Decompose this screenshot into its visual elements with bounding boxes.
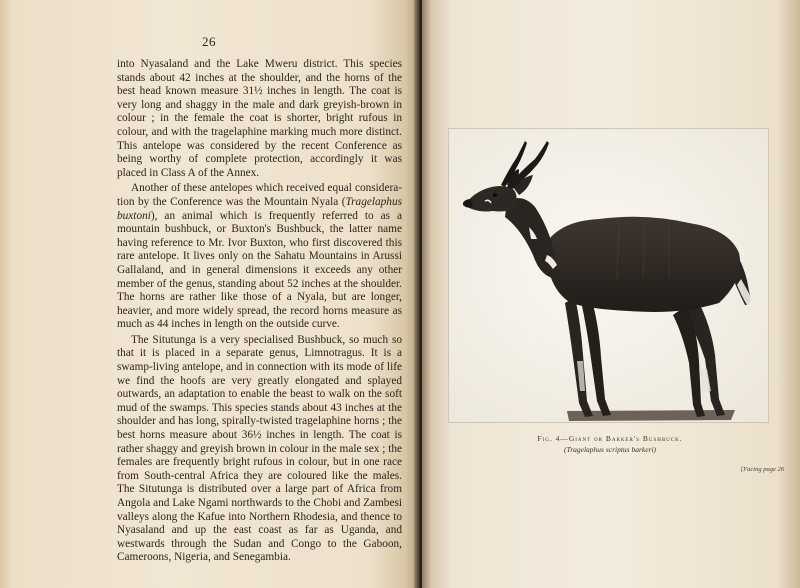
nyala-scientific-name: Tragelaphus buxtoni <box>117 195 402 222</box>
bushbuck-photograph <box>448 128 769 423</box>
figure-title: Fig. 4—Giant or Barker's Bushbuck. <box>537 434 683 443</box>
nyala-text-after: ), an animal which is frequently referred to as a mountain bushbuck, or Buxton's Bushbuck, the latter name having reference to Mr. Ivor Buxton, who first discovered this rare antelope. It lives only on the Sahatu Mountains in Arussi Gallaland, and in general dimensions it exceeds any other member of the genus, standing about 52 inches at the shoulder. The horns are rather like those of a Nyala, but are longer, heavier, and more widely spread, the record horns measure as much as 44 inches in length on the outside curve. <box>117 209 402 331</box>
nyala-text-before: Another of these antelopes which received equal considera-tion by the Conference was the Mountain Nyala ( <box>117 182 402 208</box>
paragraph-2 <box>117 182 402 332</box>
figure-caption <box>510 434 710 455</box>
paragraph-1: into Nyasaland and the Lake Mweru district. This species stands about 42 inches at the shoulder, and the horns of the best head known measure 31½ inches in length. The coat is very long and shaggy in the male and dark greyish-brown in colour ; in the female the coat is shorter, bright rufous in colour, and with the tragelaphine marking much more distinct. This antelope was considered by the recent Conference as being worthy of complete protection, accordingly it was placed in Class A of the Annex. <box>117 58 402 179</box>
eye <box>493 193 497 197</box>
bushbuck-illustration <box>449 129 769 423</box>
right-page <box>422 0 800 588</box>
paragraph-3: The Situtunga is a very specialised Bushbuck, so much so that it is placed in a separate genus, Limnotragus. It is a swamp-living antelope, and in connection with its mode of life we find the hoofs are very greatly elongated and splayed outwards, an adaptation to enable the beast to walk on the soft mud of the swamps. This species stands about 43 inches at the shoulder and has long, spirally-twisted tragelaphine horns ; the best horns measure about 36½ inches in length. The coat is rather shaggy and greyish brown in colour in the male sex ; the females are frequently bright rufous in colour, but in one race from South-central Africa they are coloured like the males. The Situtunga is distributed over a large part of Africa from Angola and Lake Ngami northwards to the Chobi and Zambesi valleys along the Kafue into Northern Rhodesia, and thence to Nyasaland and up the east coast as far as Uganda, and westwards through the Sudan and Congo to the Gaboon, Cameroons, Nigeria, and Senegambia. <box>117 333 402 564</box>
page-number: 26 <box>202 34 216 49</box>
body <box>545 217 740 312</box>
facing-page-note: [Facing page 26 <box>740 466 784 473</box>
figure-subtitle: (Tragelaphus scriptus barkeri) <box>563 444 657 454</box>
body-text <box>117 58 402 565</box>
